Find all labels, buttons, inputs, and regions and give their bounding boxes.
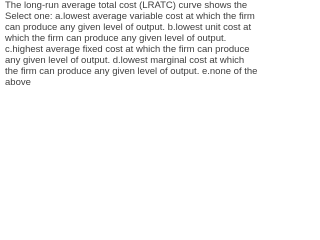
question-text: The long-run average total cost (LRATC) curve shows the Select one: a.lowest average variable cost at which the firm can produce any given level of output. b.lowest unit cost at which the firm can produce any given level of output. c.highest average fixed cost at which the firm can produce any given level of output. d.lowest marginal cost at which the firm can produce any given level of output. e.none of the above xyxy=(5,0,258,88)
question-card xyxy=(0,0,261,88)
